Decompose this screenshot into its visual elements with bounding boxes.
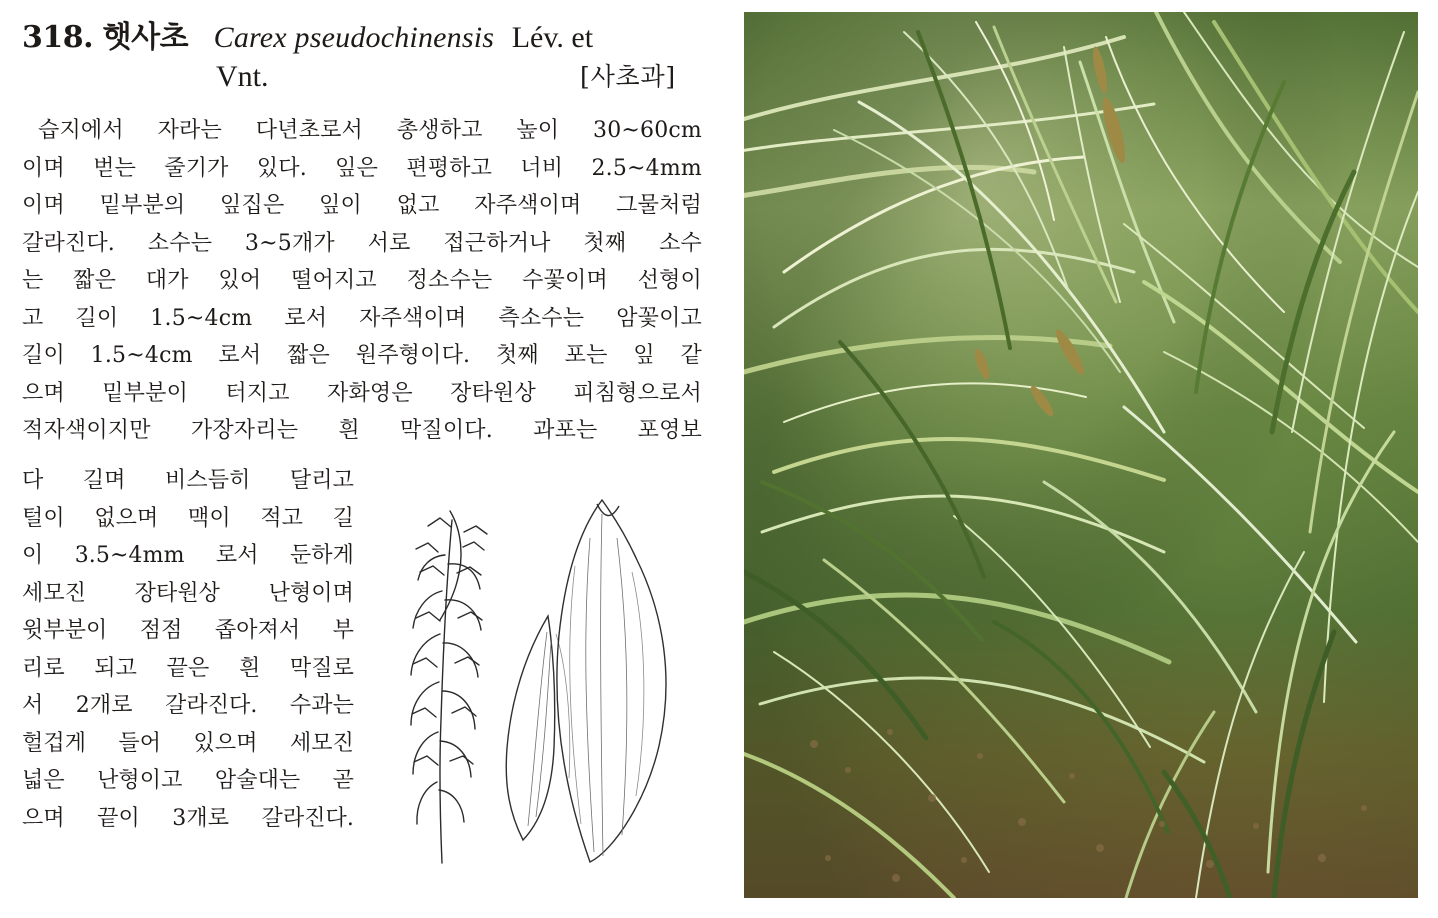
authority-line-2: Vnt. (216, 60, 269, 93)
plant-photograph (744, 12, 1418, 898)
family-name: [사초과] (580, 62, 676, 91)
korean-name: 햇사초 (102, 20, 189, 55)
description-narrow-column (22, 462, 354, 837)
authority-line-1: Lév. et (511, 21, 594, 54)
description-line: 갈라진다. 소수는 3~5개가 서로 접근하거나 첫째 소수 (22, 230, 702, 256)
description-line: 으며 끝이 3개로 갈라진다. (22, 805, 354, 831)
scientific-name: Carex pseudochinensis (213, 21, 495, 54)
description-line: 서 2개로 갈라진다. 수과는 (22, 693, 354, 718)
description-line: 고 길이 1.5~4cm 로서 자주색이며 측소수는 암꽃이고 (22, 305, 702, 331)
description-line: 넓은 난형이고 암술대는 곧 (22, 768, 354, 793)
description-line: 털이 없으며 맥이 적고 길 (22, 505, 354, 531)
description-line: 습지에서 자라는 다년초로서 총생하고 높이 30~60cm (38, 118, 702, 143)
description-line: 이 3.5~4mm 로서 둔하게 (22, 543, 354, 568)
entry-number: 318. (22, 20, 94, 55)
description-line: 이며 벋는 줄기가 있다. 잎은 편평하고 너비 2.5~4mm (22, 155, 702, 181)
entry-subtitle (216, 58, 676, 96)
description-full-width (22, 112, 702, 450)
description-line: 리로 되고 끝은 흰 막질로 (22, 655, 354, 681)
description-line: 헐겁게 들어 있으며 세모진 (22, 730, 354, 756)
description-line: 으며 밑부분이 터지고 자화영은 장타원상 피침형으로서 (22, 380, 702, 406)
description-line: 는 짧은 대가 있어 떨어지고 정소수는 수꽃이며 선형이 (22, 268, 702, 293)
description-line: 다 길며 비스듬히 달리고 (22, 468, 354, 493)
description-line: 이며 밑부분의 잎집은 잎이 없고 자주색이며 그물처럼 (22, 193, 702, 218)
description-line: 길이 1.5~4cm 로서 짧은 원주형이다. 첫째 포는 잎 같 (22, 343, 702, 368)
description-line: 세모진 장타원상 난형이며 (22, 580, 354, 606)
botanical-illustration (382, 470, 712, 875)
description-line: 윗부분이 점점 좁아져서 부 (22, 618, 354, 643)
description-line: 적자색이지만 가장자리는 흰 막질이다. 과포는 포영보 (22, 418, 702, 443)
entry-title (22, 18, 702, 58)
